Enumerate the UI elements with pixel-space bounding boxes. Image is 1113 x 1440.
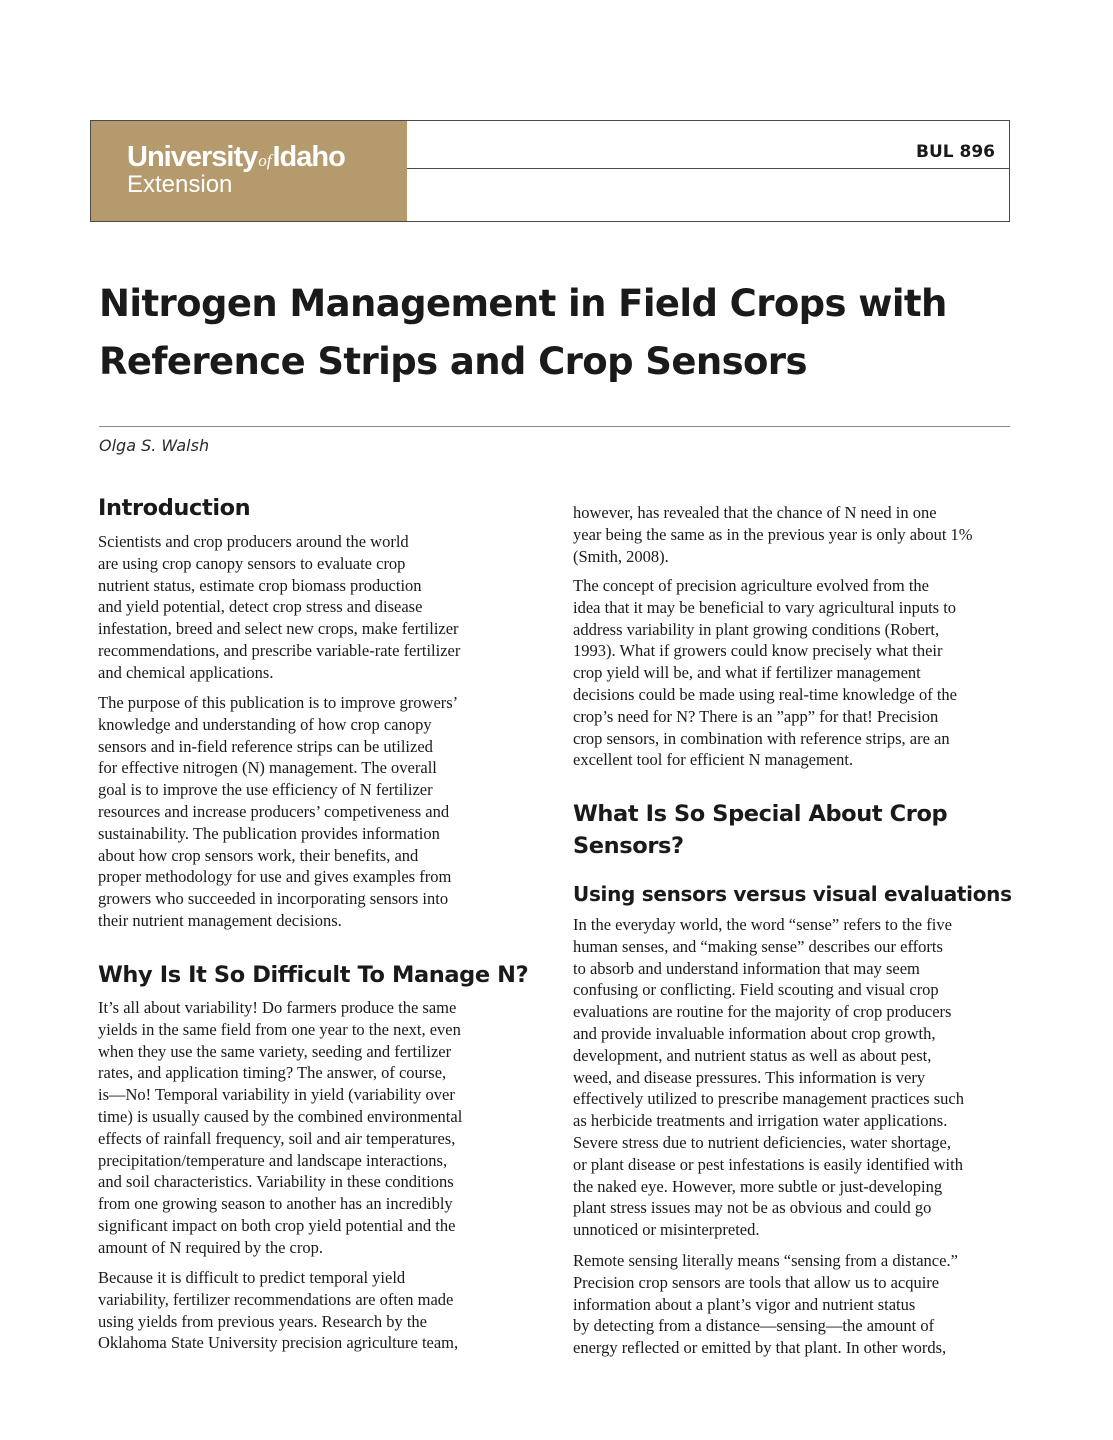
text-line: (Smith, 2008). xyxy=(573,546,669,566)
difficult-paragraph-2 xyxy=(98,1267,458,1354)
text-line: address variability in plant growing conditions (Robert, xyxy=(573,619,940,639)
university-logo xyxy=(91,121,407,221)
text-line: rates, and application timing? The answer, of course, xyxy=(98,1063,447,1083)
bulletin-number: BUL 896 xyxy=(916,142,995,162)
text-line: Oklahoma State University precision agriculture team, xyxy=(98,1333,459,1353)
text-line: using yields from previous years. Research by the xyxy=(98,1311,428,1331)
header-divider xyxy=(407,168,1009,169)
text-line: significant impact on both crop yield potential and the xyxy=(98,1215,456,1235)
text-line: evaluations are routine for the majority of crop producers xyxy=(573,1002,952,1022)
text-line: precipitation/temperature and landscape interactions, xyxy=(98,1150,448,1170)
text-line: proper methodology for use and gives examples from xyxy=(98,867,452,887)
text-line: development, and nutrient status as well as about pest, xyxy=(573,1045,932,1065)
text-line: unnoticed or misinterpreted. xyxy=(573,1220,760,1240)
page-title-line1: Nitrogen Management in Field Crops with xyxy=(99,282,947,325)
special-sensors-heading-line2: Sensors? xyxy=(573,833,684,859)
text-line: resources and increase producers’ competiveness and xyxy=(98,801,450,821)
text-line: energy reflected or emitted by that plant. In other words, xyxy=(573,1338,947,1358)
text-line: from one growing season to another has an incredibly xyxy=(98,1194,453,1214)
special-sensors-heading-line1: What Is So Special About Crop xyxy=(573,801,948,827)
page-title xyxy=(99,275,1009,391)
logo-idaho-text: Idaho xyxy=(272,141,345,173)
text-line: or plant disease or pest infestations is easily identified with xyxy=(573,1154,963,1174)
text-line: are using crop canopy sensors to evaluate crop xyxy=(98,553,406,573)
text-line: Scientists and crop producers around the world xyxy=(98,532,409,551)
text-line: to absorb and understand information that may seem xyxy=(573,958,920,978)
text-line: weed, and disease pressures. This information is very xyxy=(573,1067,926,1087)
special-sensors-heading xyxy=(573,798,947,862)
text-line: plant stress issues may not be as obvious and could go xyxy=(573,1198,932,1218)
text-line: confusing or conflicting. Field scouting and visual crop xyxy=(573,980,939,1000)
text-line: for effective nitrogen (N) management. The overall xyxy=(98,758,437,778)
text-line: recommendations, and prescribe variable-rate fertilizer xyxy=(98,640,461,660)
text-line: crop’s need for N? There is an ”app” for that! Precision xyxy=(573,706,939,726)
text-line: It’s all about variability! Do farmers produce the same xyxy=(98,998,457,1017)
sensors-paragraph-2 xyxy=(573,1250,958,1359)
text-line: year being the same as in the previous year is only about 1% xyxy=(573,524,973,544)
text-line: human senses, and “making sense” describes our efforts xyxy=(573,936,943,956)
text-line: amount of N required by the crop. xyxy=(98,1237,323,1257)
difficult-paragraph-1 xyxy=(98,997,462,1259)
sensors-subheading: Using sensors versus visual evaluations xyxy=(573,882,1012,906)
text-line: however, has revealed that the chance of N need in one xyxy=(573,503,937,522)
text-line: Remote sensing literally means “sensing from a distance.” xyxy=(573,1251,958,1270)
logo-wordmark xyxy=(127,143,345,172)
difficult-heading: Why Is It So Difficult To Manage N? xyxy=(98,962,529,988)
text-line: crop sensors, in combination with reference strips, are an xyxy=(573,728,950,748)
text-line: idea that it may be beneficial to vary agricultural inputs to xyxy=(573,597,957,617)
text-line: and soil characteristics. Variability in these conditions xyxy=(98,1172,454,1192)
text-line: infestation, breed and select new crops, make fertilizer xyxy=(98,619,459,639)
text-line: The concept of precision agriculture evolved from the xyxy=(573,576,929,595)
text-line: Precision crop sensors are tools that allow us to acquire xyxy=(573,1272,940,1292)
text-line: time) is usually caused by the combined environmental xyxy=(98,1106,463,1126)
text-line: effectively utilized to prescribe management practices such xyxy=(573,1089,964,1109)
sensors-paragraph-1 xyxy=(573,914,964,1241)
page-title-line2: Reference Strips and Crop Sensors xyxy=(99,340,807,383)
text-line: yields in the same field from one year to the next, even xyxy=(98,1019,461,1039)
text-line: In the everyday world, the word “sense” refers to the five xyxy=(573,915,952,934)
text-line: variability, fertilizer recommendations are often made xyxy=(98,1289,454,1309)
text-line: sensors and in-field reference strips can be utilized xyxy=(98,736,433,756)
text-line: The purpose of this publication is to improve growers’ xyxy=(98,693,459,712)
logo-university-text: University xyxy=(127,141,258,173)
text-line: by detecting from a distance—sensing—the amount of xyxy=(573,1316,935,1336)
text-line: information about a plant’s vigor and nutrient status xyxy=(573,1294,916,1314)
text-line: nutrient status, estimate crop biomass production xyxy=(98,575,422,595)
text-line: crop yield will be, and what if fertilizer management xyxy=(573,663,921,683)
text-line: sustainability. The publication provides information xyxy=(98,823,440,843)
text-line: the naked eye. However, more subtle or just-developing xyxy=(573,1176,943,1196)
text-line: goal is to improve the use efficiency of N fertilizer xyxy=(98,780,433,800)
text-line: as herbicide treatments and irrigation water applications. xyxy=(573,1111,948,1131)
title-divider xyxy=(99,426,1010,427)
continued-paragraph-2 xyxy=(573,575,957,771)
text-line: growers who succeeded in incorporating sensors into xyxy=(98,889,449,909)
text-line: Severe stress due to nutrient deficiencies, water shortage, xyxy=(573,1132,951,1152)
text-line: effects of rainfall frequency, soil and air temperatures, xyxy=(98,1128,456,1148)
text-line: and provide invaluable information about crop growth, xyxy=(573,1023,936,1043)
author-name: Olga S. Walsh xyxy=(99,436,210,455)
text-line: is—No! Temporal variability in yield (variability over xyxy=(98,1085,455,1105)
introduction-heading: Introduction xyxy=(98,495,251,521)
text-line: Because it is difficult to predict temporal yield xyxy=(98,1268,406,1287)
text-line: and chemical applications. xyxy=(98,662,274,682)
text-line: excellent tool for efficient N management. xyxy=(573,750,854,770)
text-line: when they use the same variety, seeding and fertilizer xyxy=(98,1041,452,1061)
continued-paragraph-1 xyxy=(573,502,973,567)
text-line: decisions could be made using real-time knowledge of the xyxy=(573,684,957,704)
text-line: their nutrient management decisions. xyxy=(98,910,342,930)
intro-paragraph-2 xyxy=(98,692,458,932)
text-line: knowledge and understanding of how crop canopy xyxy=(98,714,432,734)
text-line: 1993). What if growers could know precisely what their xyxy=(573,641,943,661)
text-line: and yield potential, detect crop stress and disease xyxy=(98,597,423,617)
intro-paragraph-1 xyxy=(98,531,460,684)
text-line: about how crop sensors work, their benefits, and xyxy=(98,845,419,865)
header-banner xyxy=(90,120,1010,222)
logo-of-text: of xyxy=(258,151,272,170)
logo-extension-text: Extension xyxy=(127,171,233,198)
